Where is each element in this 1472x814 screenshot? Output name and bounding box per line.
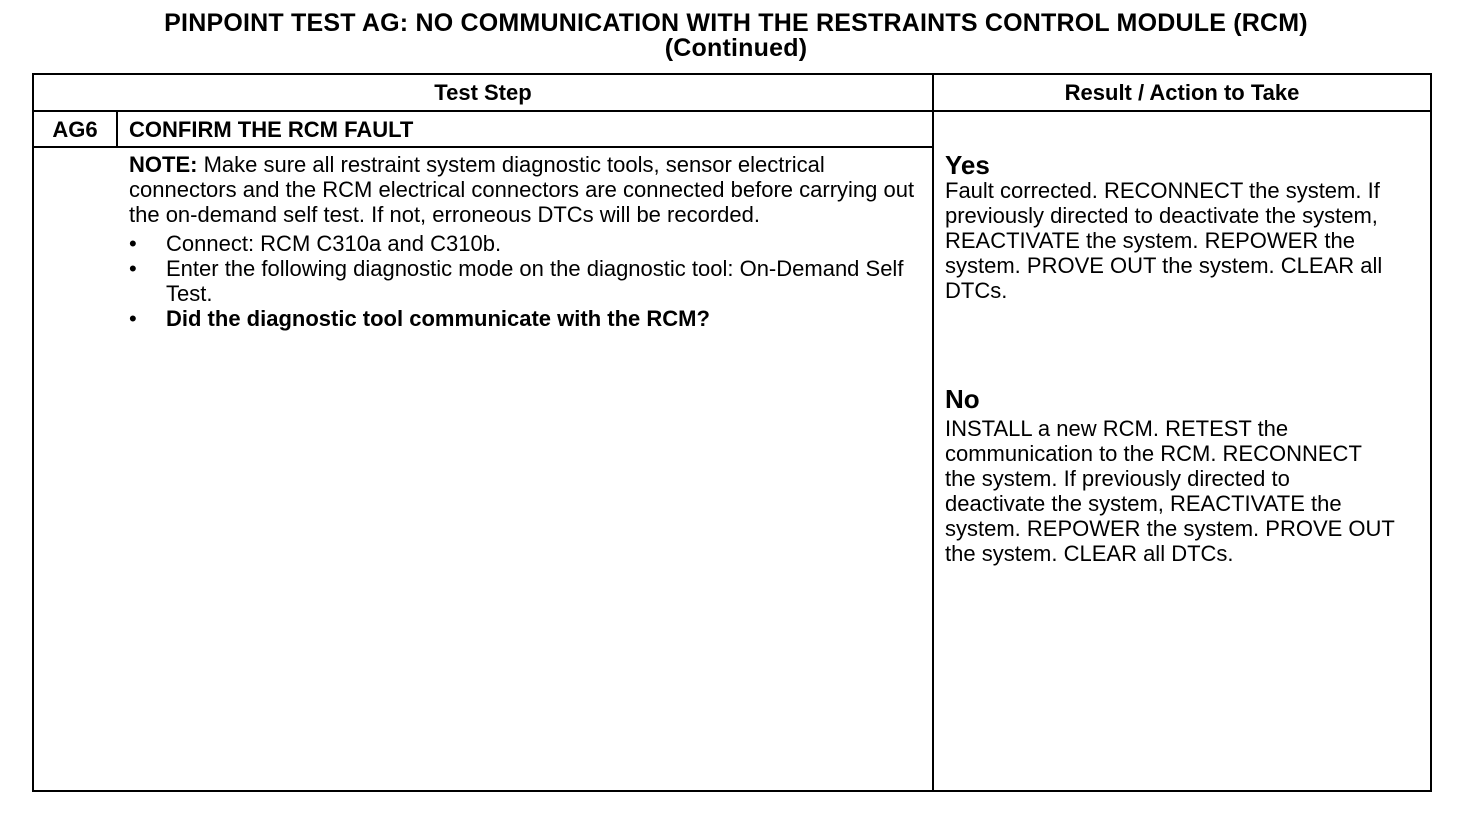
bullet-icon: • <box>129 306 137 331</box>
bullet-icon: • <box>129 231 137 256</box>
header-result-action: Result / Action to Take <box>1064 80 1300 105</box>
bullet-question: Did the diagnostic tool communicate with the RCM? <box>166 306 710 331</box>
result-yes <box>945 151 1430 303</box>
yes-label: Yes <box>945 150 990 180</box>
pinpoint-test-table <box>32 73 1432 792</box>
page-subtitle: (Continued) <box>664 34 808 62</box>
step-id-divider <box>116 112 118 147</box>
result-no <box>945 385 1430 566</box>
column-divider <box>932 75 934 790</box>
bullet-icon: • <box>129 256 137 281</box>
step-title: CONFIRM THE RCM FAULT <box>129 117 414 142</box>
yes-action-text: Fault corrected. RECONNECT the system. If previously directed to deactivate the system, REACTIVATE the system. REPOWER the system. PROVE OUT the system. CLEAR all DTCs. <box>945 178 1383 303</box>
step-id: AG6 <box>52 117 98 142</box>
step-bullet-list <box>129 231 929 331</box>
no-action-text: INSTALL a new RCM. RETEST the communication to the RCM. RECONNECT the system. If previously directed to deactivate the system, REACTIVATE the system. REPOWER the system. PROVE OUT the system. CLEAR all DTCs. <box>945 416 1395 566</box>
page-title: PINPOINT TEST AG: NO COMMUNICATION WITH THE RESTRAINTS CONTROL MODULE (RCM) <box>164 9 1308 37</box>
list-item <box>129 256 929 306</box>
step-instructions <box>129 152 929 331</box>
note-paragraph <box>129 152 929 227</box>
list-item <box>129 231 929 256</box>
header-test-step: Test Step <box>434 80 532 105</box>
note-label: NOTE: <box>129 152 198 177</box>
no-label: No <box>945 384 980 414</box>
note-text: Make sure all restraint system diagnostic tools, sensor electrical connectors and the RCM electrical connectors are connected before carrying out the on-demand self test. If not, erroneous DTCs will be recorded. <box>129 152 915 227</box>
list-item <box>129 306 929 331</box>
bullet-text: Enter the following diagnostic mode on the diagnostic tool: On-Demand Self Test. <box>166 256 904 306</box>
bullet-text: Connect: RCM C310a and C310b. <box>166 231 502 256</box>
